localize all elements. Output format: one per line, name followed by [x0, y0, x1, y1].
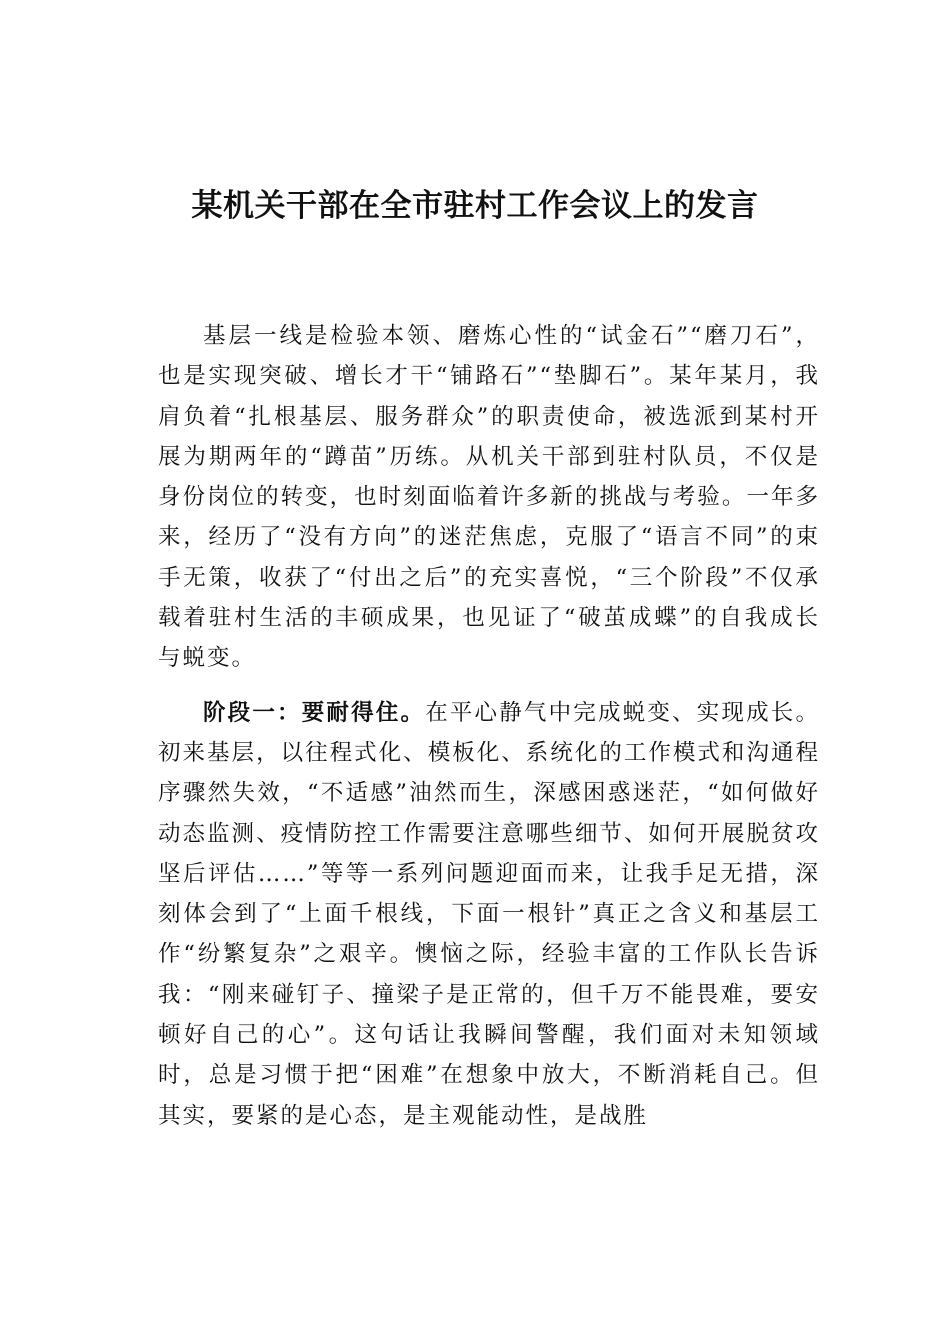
paragraph-text: 基层一线是检验本领、磨炼心性的“试金石”“磨刀石”，也是实现突破、增长才干“铺路石”“垫脚石”。某年某月，我肩负着“扎根基层、服务群众”的职责使命，被选派到某村开展为期两年的“蹲苗”历练。从机关干部到驻村队员，不仅是身份岗位的转变，也时刻面临着许多新的挑战与考验。一年多来，经历了“没有方向”的迷茫焦虑，克服了“语言不同”的束手无策，收获了“付出之后”的充实喜悦，“三个阶段”不仅承载着驻村生活的丰硕成果，也见证了“破茧成蝶”的自我成长与蜕变。 — [158, 323, 820, 672]
paragraph-intro — [158, 316, 820, 679]
document-body — [158, 316, 820, 1136]
paragraph-lead: 阶段一：要耐得住。 — [203, 699, 426, 726]
document-title: 某机关干部在全市驻村工作会议上的发言 — [191, 188, 759, 224]
paragraph-stage-one — [158, 693, 820, 1136]
paragraph-text: 在平心静气中完成蜕变、实现成长。初来基层，以往程式化、模板化、系统化的工作模式和沟通程序骤然失效，“不适感”油然而生，深感困惑迷茫，“如何做好动态监测、疫情防控工作需要注意哪些细节、如何开展脱贫攻坚后评估……”等等一系列问题迎面而来，让我手足无措，深刻体会到了“上面千根线，下面一根针”真正之含义和基层工作“纷繁复杂”之艰辛。懊恼之际，经验丰富的工作队长告诉我：“刚来碰钉子、撞梁子是正常的，但千万不能畏难，要安顿好自己的心”。这句话让我瞬间警醒，我们面对未知领域时，总是习惯于把“困难”在想象中放大，不断消耗自己。但其实，要紧的是心态，是主观能动性，是战胜 — [158, 699, 820, 1129]
